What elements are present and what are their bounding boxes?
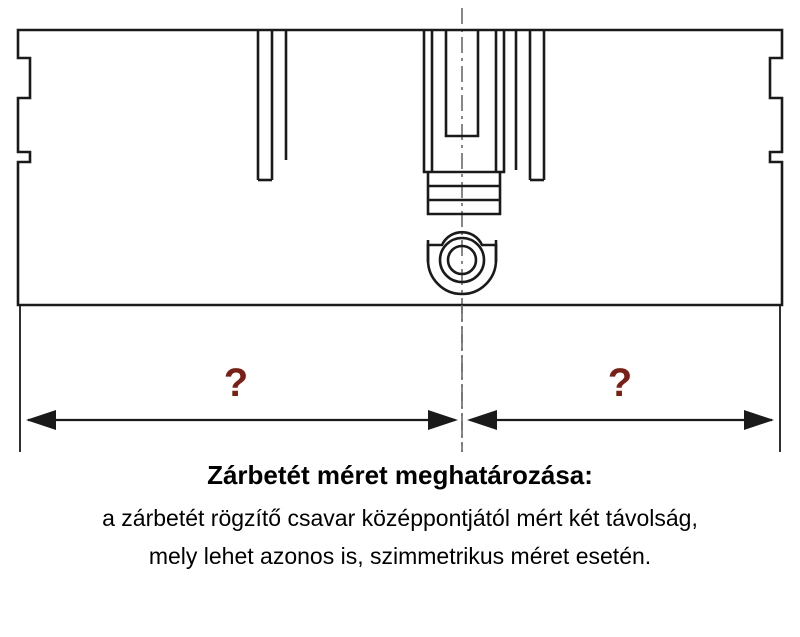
- left-dimension-label: ?: [223, 361, 249, 405]
- right-dimension-label: ?: [607, 361, 633, 405]
- arrowhead-left-inner: [428, 410, 458, 430]
- caption-title: Zárbetét méret meghatározása:: [207, 460, 593, 490]
- arrowhead-left-outer: [26, 410, 56, 430]
- caption-line-2: mely lehet azonos is, szimmetrikus méret esetén.: [148, 543, 652, 569]
- arrowhead-right-inner: [467, 410, 497, 430]
- caption-line-1: a zárbetét rögzítő csavar középpontjától mért két távolság,: [102, 505, 698, 531]
- cylinder-body-outline: [18, 30, 782, 305]
- caption: [0, 458, 800, 572]
- arrowhead-right-outer: [744, 410, 774, 430]
